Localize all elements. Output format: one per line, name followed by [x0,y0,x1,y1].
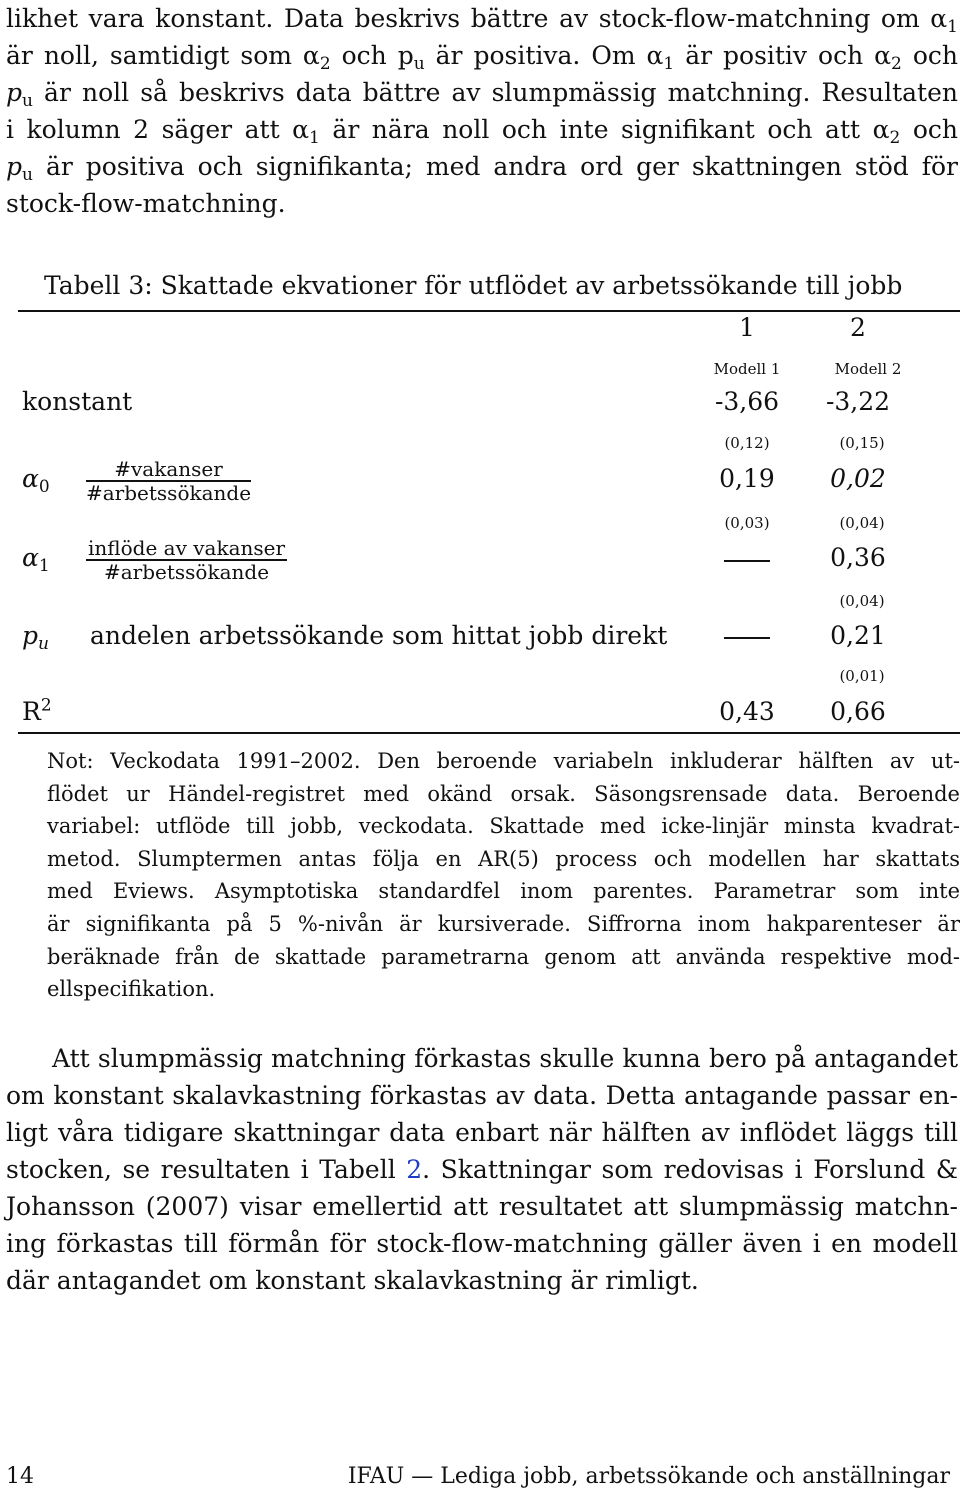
table-bottom-rule [18,732,960,734]
body-paragraph [6,1040,958,1299]
text-line: ligt våra tidigare skattningar data enbart när hälften av inflödet läggs till [6,1118,958,1147]
r2-m2: 0,66 [830,697,886,726]
alpha1-se2: (0,04) [839,592,885,610]
text-line: $p_u$ är positiva och signifikanta; med andra ord ger skattningen stöd för [6,152,958,185]
alpha0-se1: (0,03) [724,514,770,532]
alpha0-se2: (0,04) [839,514,885,532]
fraction-inflode-arbetssokande [86,537,287,583]
note-line: metod. Slumptermen antas följa en AR(5) process och modellen har skattats [47,846,960,871]
text-line: $p_u$ är noll så beskrivs data bättre av slumpmässig matchning. Resultaten [6,78,958,111]
table-caption: Tabell 3: Skattade ekvationer för utflödet av arbetssökande till jobb [44,271,903,300]
text-line: likhet vara konstant. Data beskrivs bättre av stock-flow-matchning om $\alpha_1$ [6,4,958,37]
pu-se2: (0,01) [839,667,885,685]
pu-m2: 0,21 [830,621,886,650]
alpha1-m2: 0,36 [830,543,886,572]
text-line: är noll, samtidigt som $\alpha_2$ och $p_u$ är positiva. Om $\alpha_1$ är positiv och $\alpha_2$ och [6,41,958,74]
row-desc-pu: andelen arbetssökande som hittat jobb direkt [90,621,668,650]
page-number: 14 [6,1464,34,1489]
text-line: om konstant skalavkastning förkastas av data. Detta antagande passar en- [6,1081,958,1110]
intro-paragraph [6,0,958,222]
row-symbol-alpha1: $\alpha_1$ [22,543,50,576]
text-line: Johansson (2007) visar emellertid att resultatet att slumpmässig matchn- [6,1192,958,1221]
col-number-2: 2 [850,313,866,342]
col-model-2: Modell 2 [834,360,902,378]
note-line: med Eviews. Asymptotiska standardfel inom parentes. Parametrar som inte [47,879,960,904]
alpha0-m1: 0,19 [719,464,775,493]
text-line: Att slumpmässig matchning förkastas skulle kunna bero på antagandet [52,1044,958,1073]
fraction-numerator: inflöde av vakanser [88,536,286,560]
col-model-1: Modell 1 [713,360,781,378]
row-symbol-alpha0: $\alpha_0$ [22,464,50,497]
pu-m1-dash [724,637,770,639]
note-line: ellspecifikation. [47,977,216,1002]
fraction-vakanser-arbetssokande [86,458,251,504]
row-label-r2: $R^2$ [22,695,52,726]
alpha0-m2: 0,02 [830,464,886,493]
running-title: IFAU — Lediga jobb, arbetssökande och anställningar [347,1464,950,1489]
note-line: Not: Veckodata 1991–2002. Den beroende variabeln inkluderar hälften av ut- [47,749,960,773]
r2-m1: 0,43 [719,697,775,726]
text-line: där antagandet om konstant skalavkastning är rimligt. [6,1266,699,1295]
konstant-m1: -3,66 [714,387,780,416]
text-line: stocken, se resultaten i Tabell 2. Skattningar som redovisas i Forslund & [6,1155,958,1184]
fraction-denominator: #arbetssökande [86,481,252,505]
col-number-1: 1 [739,313,755,342]
note-line: flödet ur Händel-registret med okänd orsak. Säsongsrensade data. Beroende [47,781,960,806]
table-reference-link[interactable]: 2 [406,1155,423,1184]
note-line: beräknade från de skattade parametrarna genom att använda respektive mod- [47,944,960,969]
note-line: är signifikanta på 5 %-nivån är kursiverade. Siffrorna inom hakparenteser är [47,911,960,936]
row-symbol-pu: $p_u$ [22,621,49,654]
table-top-rule [18,310,960,312]
text-line: ing förkastas till förmån för stock-flow-matchning gäller även i en modell [6,1229,958,1258]
konstant-m2: -3,22 [825,387,891,416]
text-line: stock-flow-matchning. [6,189,286,218]
alpha1-m1-dash [724,560,770,562]
note-line: variabel: utflöde till jobb, veckodata. Skattade med icke-linjär minsta kvadrat- [47,814,960,839]
konstant-se1: (0,12) [724,434,770,452]
text-line: i kolumn 2 säger att $\alpha_1$ är nära noll och inte signifikant och att $\alpha_2$ och [6,115,959,148]
konstant-se2: (0,15) [839,434,885,452]
row-label-konstant: konstant [22,387,133,416]
fraction-denominator: #arbetssökande [103,560,270,584]
table-note [47,745,960,1006]
fraction-numerator: #vakanser [86,458,251,482]
